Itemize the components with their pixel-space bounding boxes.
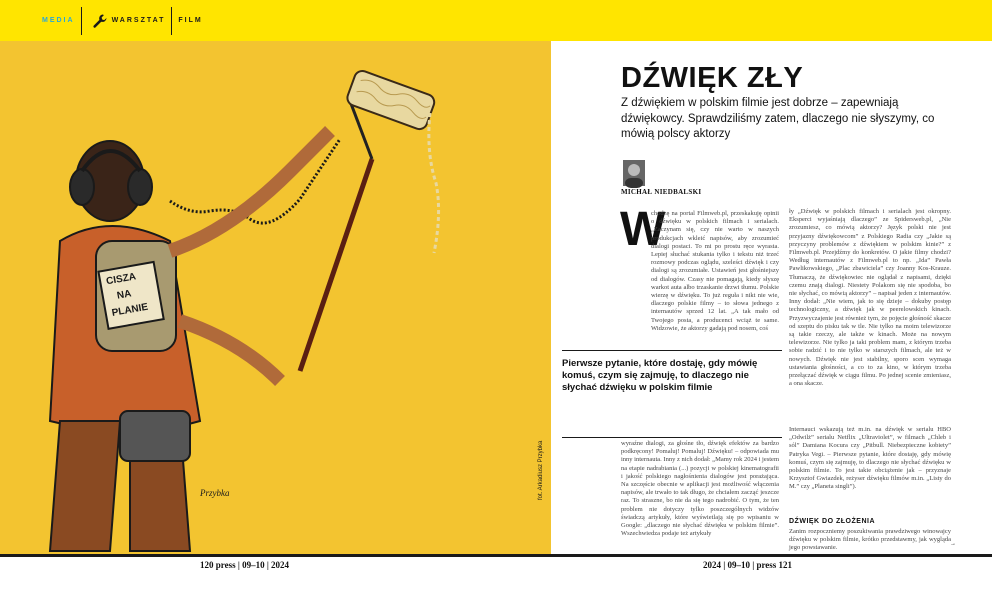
body-column-1-intro [651, 210, 779, 332]
sound-engineer-illustration [0, 41, 551, 554]
sign-line-2: NA [116, 288, 133, 302]
body-text-col1-top: chodzę na portal Filmweb.pl, przeskakuję opinii o dźwięku w polskich filmach i serialach. „Zaczynam się, czy nie warto w naszych produkcjach wkleić napisów, aby zrozumieć dialogi postaci. To mi po prostu ręce wyrasta. Lepiej słuchać stukania tylko i tekstu niż trzeć rozmowy podczas oglądu, szeleści dźwięk i czy dialogi są zrozumiałe. Ustawień jest głośniejszy od dialogów. Czasy nie pomagają, kiedy słyszę warkot auta albo trzaskanie drzwi tłumu. Polskie wierzę w dźwięku. To już reguła i nikt nie wie, dlaczego polskie filmy – to słowa jednego z internautów sprzed 12 lat. „A tak mało od Twojego posta, a producenci wciąż te same. Widzowie, że aktorzy gadają pod nosem, coś [651, 210, 779, 332]
paint-drip [429, 113, 439, 253]
nav-divider [81, 7, 82, 35]
boom-pole [300, 159, 372, 371]
continues-arrow-icon: → [950, 541, 956, 547]
top-bar [0, 0, 992, 41]
footer-right: 2024 | 09–10 | press 121 [703, 560, 793, 570]
pull-quote-rule-top [562, 350, 782, 351]
sign-line-1: CISZA [105, 271, 137, 288]
drop-cap: W [620, 203, 666, 256]
pull-quote: Pierwsze pytanie, które dostaję, gdy mówię komuś, czym się zajmuję, to dlaczego nie słychać dźwięku w polskim filmie [562, 358, 758, 393]
body-text-col1-bottom: wyraźne dialogi, za głośne tło, dźwięk efektów za bardzo podkręcony! Pomaluj! Pomaluj! Dźwięku! – odpowiada mu inny internauta. Inny z nich dodał: „Mamy rok 2024 i jestem na etapie nadrabiania (...) pozycji w polskiej kinematografii i jakość polskiego nagłośnienia dialogów jest porażająca. Na szczęście obecnie w aplikacji jest możliwość włączenia napisów, ale trwało to tak długo, że chciałem zacząć jeszcze raz. To straszne, bo nie da się tego nadrobić. O tym, że ten problem nie dotyczy tylko poszczególnych widzów świadczą artykuły, które wyświetlają się po wpisaniu w Google: „dlaczego nie słychać dźwięku w polskim filmie”. Wszechwiedza podaje też artykuły [621, 440, 779, 538]
pull-quote-rule-bottom [562, 437, 782, 438]
illustration-drawing [0, 41, 551, 554]
section-nav [42, 0, 203, 41]
footer-rule [0, 554, 992, 557]
figure [50, 131, 330, 551]
footer-left: 120 press | 09–10 | 2024 [200, 560, 290, 570]
body-column-1-bottom [621, 440, 779, 550]
body-column-2-middle [789, 426, 951, 514]
body-text-col2-top: ły „Dźwięk w polskich filmach i serialach jest okropny. Eksperci wyjaśniają dlaczego” ze Spidersweb.pl, „Nie zrozumiesz, co mówią aktorzy? Język polski nie jest przyjazny dźwiękowcom” z Polskiego Radia czy „Jakie są przyczyny problemów z dźwiękiem w polskim kinie?” z Filmweb.pl. Przejdźmy do konkretów. O jakie filmy chodzi? Według internautów z Filmweb.pl to np. „Ida” Pawła Pawlikowskiego, „Plac zbawiciela” czy Joanny Kos-Krauze. Tłumaczą, że dźwiękowiec nie oglądał z napisami, dzięki czemu znają dialogi. Niestety Polakom się nie spodoba, bo nie słychać, co mówią aktorzy” – napisał jeden z internautów. Inny dodał: „Nie wiem, jak to się dzieje – dokuby postęp technologiczny, a dźwięk jak w peerelowskich kinach. Przyzwyczajenie jest również tym, że pojęcie głośność skacze od szeptu do pisku tak w tle. Nie tylko na moim telewizorze są takie rzeczy, ale także w kinach. Może na nowym telewizorze. Nie tylko ja taki problem mam, z którym trzeba sobie radzić i to nie tylko w starszych filmach, ale też w nowych. Dźwięk nie jest stabilny, sporo scen wymaga ustawiania głośności, a co to za kino, w którym trzeba przełączać dźwięk w ciągu filmu. Po jednej scenie zmieniasz, a ona skacze. [789, 208, 951, 388]
article-lead: Z dźwiękiem w polskim filmie jest dobrze – zapewniają dźwiękowcy. Sprawdziliśmy zatem, dlaczego nie słyszymy, co mówią polscy aktorzy [621, 97, 935, 140]
body-text-col2-bottom: Internauci wskazują też m.in. na dźwięk w serialu HBO „Odwilż” serialu Netflix „Ultraviolet”, w filmach „Chleb i sól” Damiana Kocura czy „Pitbull. Niebezpieczne kobiety” Patryka Vegi. – Pierwsze pytanie, które dostaję, gdy mówię komuś, czym się zajmuję, to dlaczego nie słychać dźwięku w polskim filmie. To jest takie obciążenie jak – przyznaje Krzysztof Gwiazdek, reżyser dźwięku filmów m.in. „Listy do M.” czy „Planeta singli”). [789, 426, 951, 491]
author-avatar [623, 160, 645, 186]
body-text-col2-end: Zanim rozpoczniemy poszukiwania prawdziwego winowajcy dźwięku w polskim filmie, krótko przedstawmy, jak wygląda jego powstawanie. [789, 528, 951, 552]
nav-film[interactable]: FILM [178, 17, 203, 24]
body-column-2-top [789, 208, 951, 424]
body-column-1-top [621, 250, 779, 346]
wrench-icon [92, 13, 108, 29]
section-subhead: DŹWIĘK DO ZŁOŻENIA [789, 518, 875, 525]
nav-divider [171, 7, 172, 35]
sign-line-3: PLANIE [110, 301, 149, 319]
photo-credit: fot. Arkadiusz Przybka [538, 440, 544, 500]
nav-media[interactable]: MEDIA [42, 17, 75, 24]
artist-signature: Przybka [200, 488, 230, 498]
nav-warsztat[interactable]: WARSZTAT [111, 17, 166, 24]
avatar-icon [623, 160, 645, 186]
body-column-2-end [789, 528, 951, 552]
article-title: DŹWIĘK ZŁY [621, 62, 804, 94]
author-name: MICHAŁ NIEDBALSKI [621, 188, 702, 196]
